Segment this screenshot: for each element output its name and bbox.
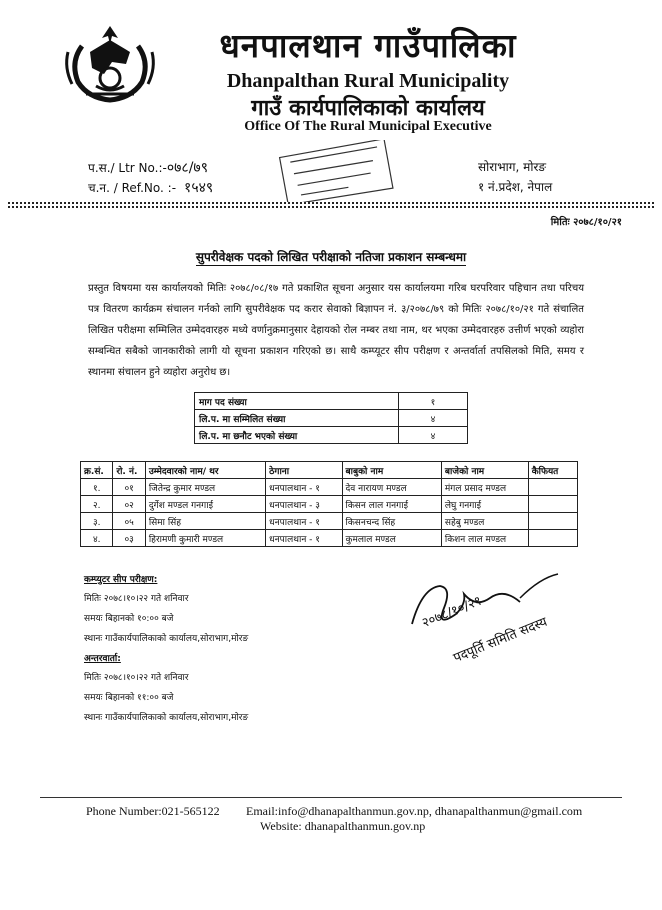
grandfather-name-cell: लेघु गनगाई xyxy=(441,496,528,513)
summary-value: १ xyxy=(399,393,468,410)
footer-phone: Phone Number:021-565122 xyxy=(86,804,220,818)
table-row xyxy=(81,530,578,547)
reference-number-label: च.न. / Ref.No. :- xyxy=(88,181,177,195)
column-header: उम्मेदवारको नाम/ थर xyxy=(145,462,265,479)
candidate-name-cell: हिरामणी कुमारी मण्डल xyxy=(145,530,265,547)
computer-test-heading: कम्प्युटर सीप परीक्षण: xyxy=(84,575,158,585)
interview-heading: अन्तरवार्ता: xyxy=(84,654,121,664)
table-row xyxy=(195,427,468,444)
serial-cell: ४. xyxy=(81,530,113,547)
letter-number-label: प.स./ Ltr No.:- xyxy=(88,161,167,175)
summary-label: लि.प. मा सम्मिलित संख्या xyxy=(195,410,399,427)
table-row xyxy=(195,410,468,427)
candidate-name-cell: जितेन्द्र कुमार मण्डल xyxy=(145,479,265,496)
municipality-name-nepali: धनपालथान गाउँपालिका xyxy=(219,26,517,65)
remarks-cell xyxy=(528,530,577,547)
column-header: बाजेको नाम xyxy=(441,462,528,479)
results-table xyxy=(80,461,578,547)
address-cell: धनपालथान - १ xyxy=(266,513,342,530)
column-header: बाबुको नाम xyxy=(342,462,441,479)
signature-block xyxy=(400,558,580,676)
computer-test-time: समयः बिहानको १०:०० बजे xyxy=(84,614,174,624)
letter-number xyxy=(88,158,208,177)
column-header: कैफियत xyxy=(528,462,577,479)
letter-number-value: ०७८/७९ xyxy=(166,160,208,176)
office-stamp-icon xyxy=(276,140,394,202)
roll-number-cell: ०३ xyxy=(113,530,145,547)
father-name-cell: किसनचन्द सिंह xyxy=(342,513,441,530)
remarks-cell xyxy=(528,479,577,496)
footer-divider xyxy=(40,797,622,798)
government-emblem-icon xyxy=(60,22,160,104)
signature-date: २०७८/१०/२१ xyxy=(420,593,484,632)
roll-number-cell: ०५ xyxy=(113,513,145,530)
summary-value: ४ xyxy=(399,427,468,444)
vacancy-summary-table xyxy=(194,392,468,444)
father-name-cell: कुमलाल मण्डल xyxy=(342,530,441,547)
subject-line xyxy=(0,248,662,265)
reference-number-value: १५४९ xyxy=(184,180,214,196)
serial-cell: ३. xyxy=(81,513,113,530)
municipality-name-english: Dhanpalthan Rural Municipality xyxy=(226,70,510,92)
table-row xyxy=(195,393,468,410)
header-divider xyxy=(8,202,654,204)
address-cell: धनपालथान - ३ xyxy=(266,496,342,513)
computer-test-date: मितिः २०७८।१०।२२ गते शनिवार xyxy=(84,594,189,604)
father-name-cell: किसन लाल गनगाई xyxy=(342,496,441,513)
column-header: क्र.सं. xyxy=(81,462,113,479)
candidate-name-cell: दुर्गेश मण्डल गनगाई xyxy=(145,496,265,513)
father-name-cell: देव नारायण मण्डल xyxy=(342,479,441,496)
column-header: रो. नं. xyxy=(113,462,145,479)
computer-test-place: स्थानः गाउँकार्यपालिकाको कार्यालय,सोराभाग,मोरङ xyxy=(84,634,249,644)
body-paragraph: प्रस्तुत विषयमा यस कार्यालयको मितिः २०७८/०८/१७ गते प्रकाशित सूचना अनुसार यस कार्यालयमा गरिब घरपरिवार पहिचान तथा परिचय पत्र वितरण कार्यक्रम संचालन गर्नको लागि सुपरीवेक्षक पद करार सेवाको बिज्ञापन नं. ३/२०७८/७९ को मितिः २०७८/१०/२१ गते संचालित लिखित परीक्षमा सम्मिलित उम्मेदवारहरु मध्ये वर्णानुक्रमानुसार देहायको रोल नम्बर तथा नाम, थर भएका उम्मेदवारहरु उत्तीर्ण भएको व्यहोरा सम्बन्धित सबैको जानकारीको लागी यो सूचना प्रकाशन गरिएको छ। साथै कम्प्यूटर सीप परीक्षण र अन्तर्वार्ता तपसिलको मिति, समय र स्थानमा संचालन हुने व्यहोरा अनुरोध छ। xyxy=(88,283,584,378)
serial-cell: २. xyxy=(81,496,113,513)
document-date: मितिः २०७८/१०/२१ xyxy=(550,217,622,228)
reference-number xyxy=(88,178,213,197)
summary-value: ४ xyxy=(399,410,468,427)
table-row xyxy=(81,496,578,513)
signature-committee: पदपूर्ति समिति सदस्य xyxy=(451,614,550,667)
serial-cell: १. xyxy=(81,479,113,496)
grandfather-name-cell: मंगल प्रसाद मण्डल xyxy=(441,479,528,496)
candidate-name-cell: सिमा सिंह xyxy=(145,513,265,530)
remarks-cell xyxy=(528,513,577,530)
subject-text: सुपरीवेक्षक पदको लिखित परीक्षाको नतिजा प्रकाशन सम्बन्धमा xyxy=(195,250,467,264)
interview-date: मितिः २०७८।१०।२२ गते शनिवार xyxy=(84,673,189,683)
interview-time: समयः बिहानको ११:०० बजे xyxy=(84,693,174,703)
summary-label: लि.प. मा छनौट भएको संख्या xyxy=(195,427,399,444)
footer-email: Email:info@dhanapalthanmun.gov.np, dhanapalthanmun@gmail.com xyxy=(246,804,583,818)
table-row xyxy=(81,513,578,530)
roll-number-cell: ०२ xyxy=(113,496,145,513)
table-header-row xyxy=(81,462,578,479)
roll-number-cell: ०१ xyxy=(113,479,145,496)
interview-place: स्थानः गाउँकार्यपालिकाको कार्यालय,सोराभाग,मोरङ xyxy=(84,713,249,723)
grandfather-name-cell: किशन लाल मण्डल xyxy=(441,530,528,547)
table-row xyxy=(81,479,578,496)
location-line-1: सोराभाग, मोरङ xyxy=(478,160,547,174)
grandfather-name-cell: सहेबु मण्डल xyxy=(441,513,528,530)
summary-label: माग पद संख्या xyxy=(195,393,399,410)
column-header: ठेगाना xyxy=(266,462,342,479)
address-cell: धनपालथान - १ xyxy=(266,530,342,547)
office-name-nepali: गाउँ कार्यपालिकाको कार्यालय xyxy=(251,96,485,121)
header-divider-2 xyxy=(8,206,654,208)
address-cell: धनपालथान - १ xyxy=(266,479,342,496)
remarks-cell xyxy=(528,496,577,513)
footer-website: Website: dhanapalthanmun.gov.np xyxy=(260,819,426,833)
office-name-english: Office Of The Rural Municipal Executive xyxy=(244,119,492,134)
location-line-2: १ नं.प्रदेश, नेपाल xyxy=(478,180,553,194)
